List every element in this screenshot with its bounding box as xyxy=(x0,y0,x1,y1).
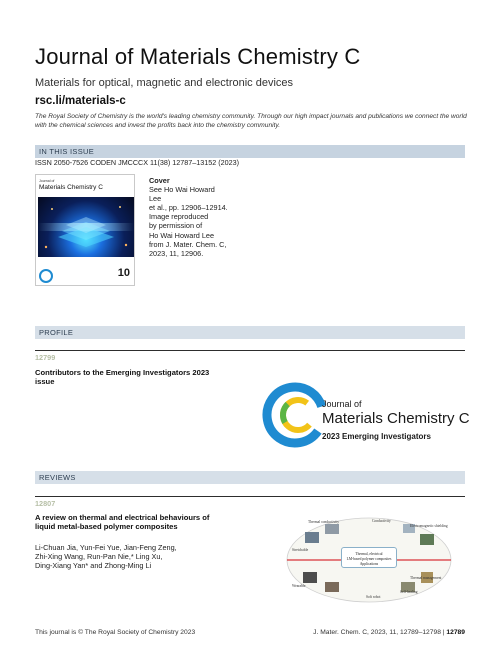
cover-description xyxy=(149,176,229,258)
cover-line: Ho Wai Howard Lee xyxy=(149,230,215,240)
review-graphic-centre-box xyxy=(341,547,397,568)
graphic-centre-bottom: Applications xyxy=(359,562,379,566)
rsc-logo-icon xyxy=(39,269,53,283)
cover-thumb-journal-small: Journal of xyxy=(39,179,55,183)
cover-line: See Ho Wai Howard Lee xyxy=(149,185,215,204)
journal-subtitle: Materials for optical, magnetic and electronic devices xyxy=(35,77,294,89)
review-article-title[interactable] xyxy=(35,513,209,532)
review-page-number: 12807 xyxy=(35,499,56,508)
title-line: Contributors to the Emerging Investigators 2023 xyxy=(35,368,210,377)
profile-page-number: 12799 xyxy=(35,353,56,362)
graphic-label: Thermal conductivity xyxy=(308,520,340,524)
graphic-label: Electromagnetic shielding xyxy=(410,524,448,528)
journal-url-link[interactable]: rsc.li/materials-c xyxy=(35,95,126,107)
section-header-profile: PROFILE xyxy=(35,326,465,339)
cover-label: Cover xyxy=(149,176,170,185)
section-header-reviews: REVIEWS xyxy=(35,471,465,484)
graphic-label: Conductivity xyxy=(372,519,391,523)
graphic-centre-label: LM-based polymer composites xyxy=(346,557,392,561)
profile-divider xyxy=(35,350,465,351)
issn-line: ISSN 2050-7526 CODEN JMCCCX 11(38) 12787–13152 (2023) xyxy=(35,158,240,167)
footer-page-number: 12789 xyxy=(446,629,465,636)
logo-journal-small: Journal of xyxy=(322,399,362,409)
cover-artwork-layers xyxy=(38,197,134,257)
cover-artwork xyxy=(38,197,134,257)
title-line: liquid metal-based polymer composites xyxy=(35,522,178,532)
cover-thumb-journal-title: Materials Chemistry C xyxy=(39,184,103,191)
footer-copyright: This journal is © The Royal Society of Chemistry 2023 xyxy=(35,629,196,636)
title-line: A review on thermal and electrical behaviours of xyxy=(35,513,210,522)
rsc-blurb: The Royal Society of Chemistry is the world's leading chemistry community. Through our high impact journals and publications we connect the world with the chemical sciences and invest the profits back into the chemistry community. xyxy=(35,113,467,129)
graphic-label: Self-healing xyxy=(400,590,418,594)
review-authors xyxy=(35,543,177,571)
profile-article-title[interactable] xyxy=(35,368,209,387)
reviews-divider xyxy=(35,496,465,497)
title-line: issue xyxy=(35,377,55,387)
cover-line: 2023, 11, 12906. xyxy=(149,248,204,258)
graphic-label: Thermal management xyxy=(410,576,442,580)
author-line: Li-Chuan Jia, Yun-Fei Yue, Jian-Feng Zeng, xyxy=(35,543,177,552)
graphic-label: Wearable xyxy=(292,584,306,588)
journal-title: Journal of Materials Chemistry C xyxy=(35,44,361,69)
graphic-centre-top: Thermal, electrical xyxy=(355,552,383,556)
footer-citation-text: J. Mater. Chem. C, 2023, 11, 12789–12798 | xyxy=(313,629,445,636)
section-header-in-this-issue: IN THIS ISSUE xyxy=(35,145,465,158)
graphic-label: Soft robot xyxy=(366,595,381,599)
cover-line: et al., pp. 12906–12914. xyxy=(149,203,228,213)
footer-citation xyxy=(313,629,465,636)
logo-tagline: 2023 Emerging Investigators xyxy=(322,432,431,441)
cover-anniversary-number: 10 xyxy=(117,267,130,279)
graphic-label: Stretchable xyxy=(292,548,309,552)
author-line: Zhi-Xing Wang, Run-Pan Nie,* Ling Xu, xyxy=(35,552,163,562)
cover-line: Image reproduced xyxy=(149,212,209,222)
logo-journal-title: Materials Chemistry C xyxy=(322,410,470,427)
cover-thumbnail[interactable] xyxy=(35,174,135,286)
author-line: Ding-Xiang Yan* and Zhong-Ming Li xyxy=(35,561,152,571)
cover-line: from J. Mater. Chem. C, xyxy=(149,239,227,249)
cover-line: by permission of xyxy=(149,221,203,231)
